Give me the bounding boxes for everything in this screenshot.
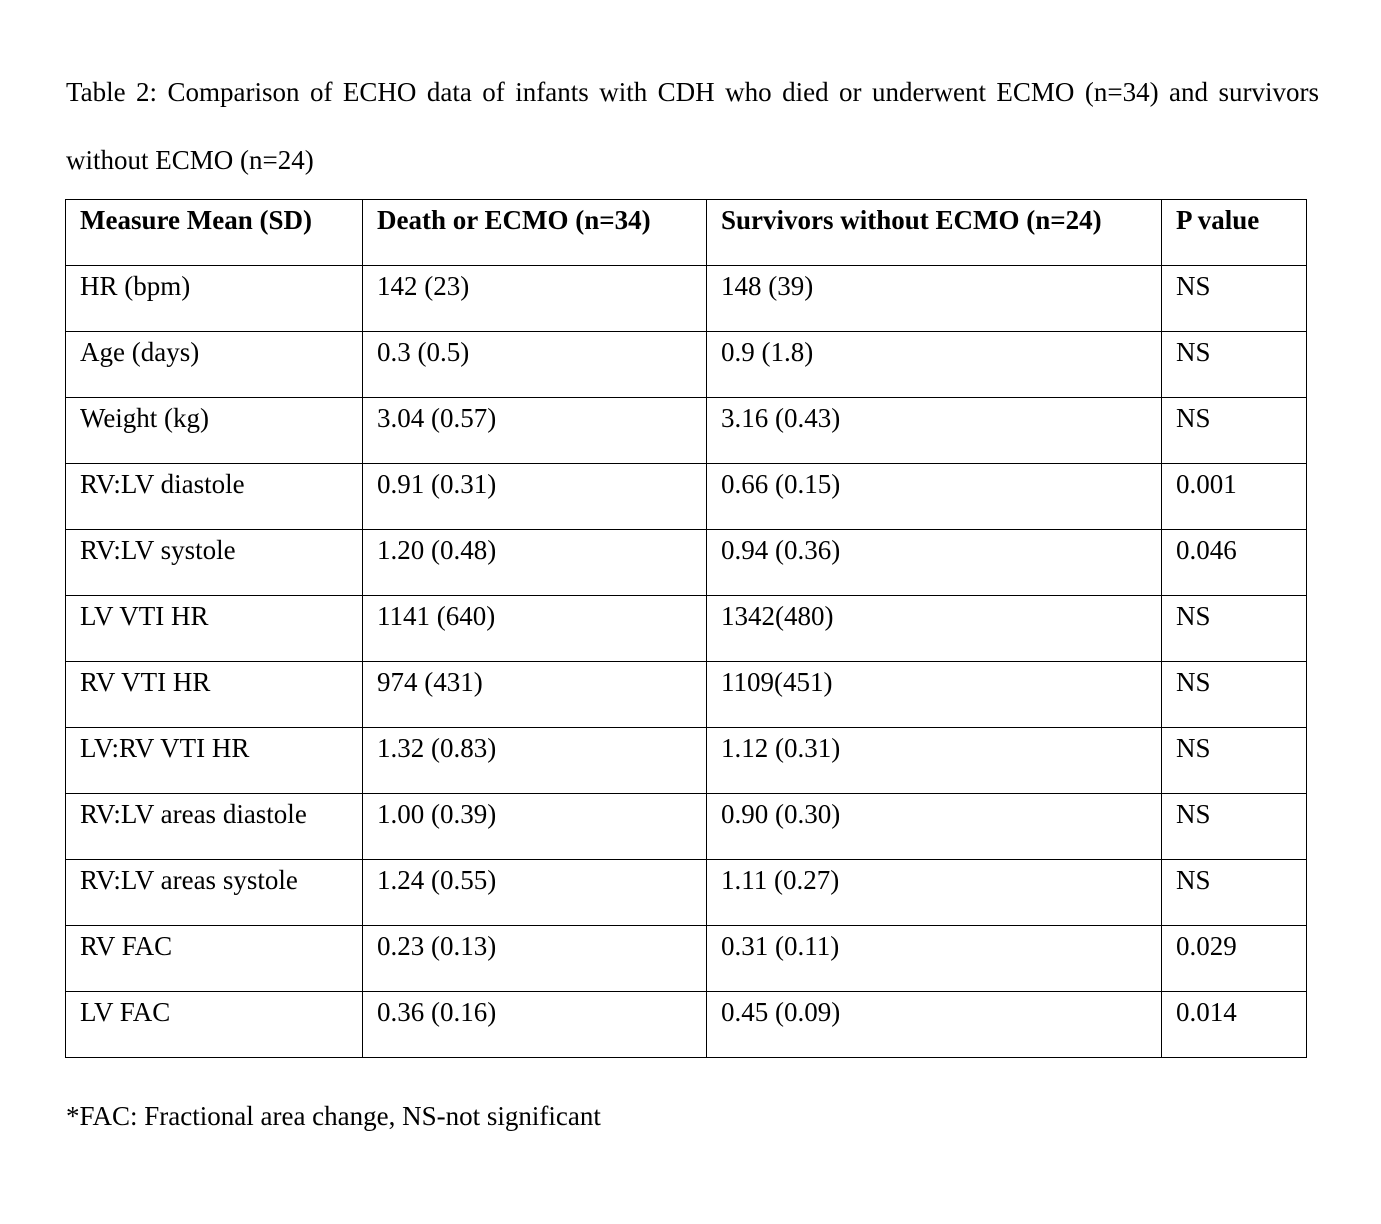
cell-death-or-ecmo: 1.32 (0.83) xyxy=(363,728,707,794)
cell-p-value: 0.014 xyxy=(1162,992,1307,1058)
cell-measure: Weight (kg) xyxy=(66,398,363,464)
table-row xyxy=(66,728,1307,794)
cell-survivors-without-ecmo: 0.9 (1.8) xyxy=(707,332,1162,398)
cell-measure: RV:LV areas diastole xyxy=(66,794,363,860)
table-row xyxy=(66,992,1307,1058)
cell-p-value: NS xyxy=(1162,596,1307,662)
cell-death-or-ecmo: 1.00 (0.39) xyxy=(363,794,707,860)
cell-measure: RV VTI HR xyxy=(66,662,363,728)
table-caption: Table 2: Comparison of ECHO data of infants with CDH who died or underwent ECMO (n=34) and survivors without ECMO (n=24) xyxy=(66,77,1319,175)
cell-survivors-without-ecmo: 148 (39) xyxy=(707,266,1162,332)
table-row xyxy=(66,266,1307,332)
table-header-row xyxy=(66,200,1307,266)
cell-survivors-without-ecmo: 1342(480) xyxy=(707,596,1162,662)
cell-measure: RV FAC xyxy=(66,926,363,992)
header-survivors-without-ecmo: Survivors without ECMO (n=24) xyxy=(707,200,1162,266)
table-row xyxy=(66,530,1307,596)
cell-death-or-ecmo: 142 (23) xyxy=(363,266,707,332)
echo-data-table xyxy=(65,199,1307,1058)
table-body xyxy=(66,266,1307,1058)
cell-measure: RV:LV areas systole xyxy=(66,860,363,926)
cell-measure: Age (days) xyxy=(66,332,363,398)
table-row xyxy=(66,860,1307,926)
cell-death-or-ecmo: 1.24 (0.55) xyxy=(363,860,707,926)
cell-death-or-ecmo: 0.91 (0.31) xyxy=(363,464,707,530)
cell-death-or-ecmo: 1.20 (0.48) xyxy=(363,530,707,596)
cell-death-or-ecmo: 3.04 (0.57) xyxy=(363,398,707,464)
cell-survivors-without-ecmo: 0.45 (0.09) xyxy=(707,992,1162,1058)
cell-p-value: 0.001 xyxy=(1162,464,1307,530)
table-footnote: *FAC: Fractional area change, NS-not significant xyxy=(66,1101,601,1131)
header-measure: Measure Mean (SD) xyxy=(66,200,363,266)
cell-p-value: NS xyxy=(1162,860,1307,926)
cell-p-value: 0.046 xyxy=(1162,530,1307,596)
cell-p-value: NS xyxy=(1162,728,1307,794)
cell-measure: RV:LV diastole xyxy=(66,464,363,530)
header-death-or-ecmo: Death or ECMO (n=34) xyxy=(363,200,707,266)
cell-measure: LV VTI HR xyxy=(66,596,363,662)
cell-death-or-ecmo: 0.23 (0.13) xyxy=(363,926,707,992)
cell-death-or-ecmo: 0.36 (0.16) xyxy=(363,992,707,1058)
table-row xyxy=(66,332,1307,398)
cell-measure: RV:LV systole xyxy=(66,530,363,596)
cell-measure: HR (bpm) xyxy=(66,266,363,332)
cell-p-value: NS xyxy=(1162,794,1307,860)
cell-survivors-without-ecmo: 1.11 (0.27) xyxy=(707,860,1162,926)
table-row xyxy=(66,794,1307,860)
cell-p-value: NS xyxy=(1162,266,1307,332)
cell-survivors-without-ecmo: 0.66 (0.15) xyxy=(707,464,1162,530)
cell-death-or-ecmo: 0.3 (0.5) xyxy=(363,332,707,398)
cell-measure: LV FAC xyxy=(66,992,363,1058)
cell-p-value: NS xyxy=(1162,662,1307,728)
cell-survivors-without-ecmo: 3.16 (0.43) xyxy=(707,398,1162,464)
cell-survivors-without-ecmo: 1.12 (0.31) xyxy=(707,728,1162,794)
table-row xyxy=(66,926,1307,992)
cell-death-or-ecmo: 974 (431) xyxy=(363,662,707,728)
table-row xyxy=(66,662,1307,728)
header-p-value: P value xyxy=(1162,200,1307,266)
cell-survivors-without-ecmo: 0.31 (0.11) xyxy=(707,926,1162,992)
cell-death-or-ecmo: 1141 (640) xyxy=(363,596,707,662)
table-row xyxy=(66,464,1307,530)
cell-p-value: 0.029 xyxy=(1162,926,1307,992)
table-row xyxy=(66,596,1307,662)
cell-p-value: NS xyxy=(1162,332,1307,398)
cell-measure: LV:RV VTI HR xyxy=(66,728,363,794)
cell-survivors-without-ecmo: 0.94 (0.36) xyxy=(707,530,1162,596)
table-row xyxy=(66,398,1307,464)
cell-survivors-without-ecmo: 0.90 (0.30) xyxy=(707,794,1162,860)
cell-p-value: NS xyxy=(1162,398,1307,464)
cell-survivors-without-ecmo: 1109(451) xyxy=(707,662,1162,728)
